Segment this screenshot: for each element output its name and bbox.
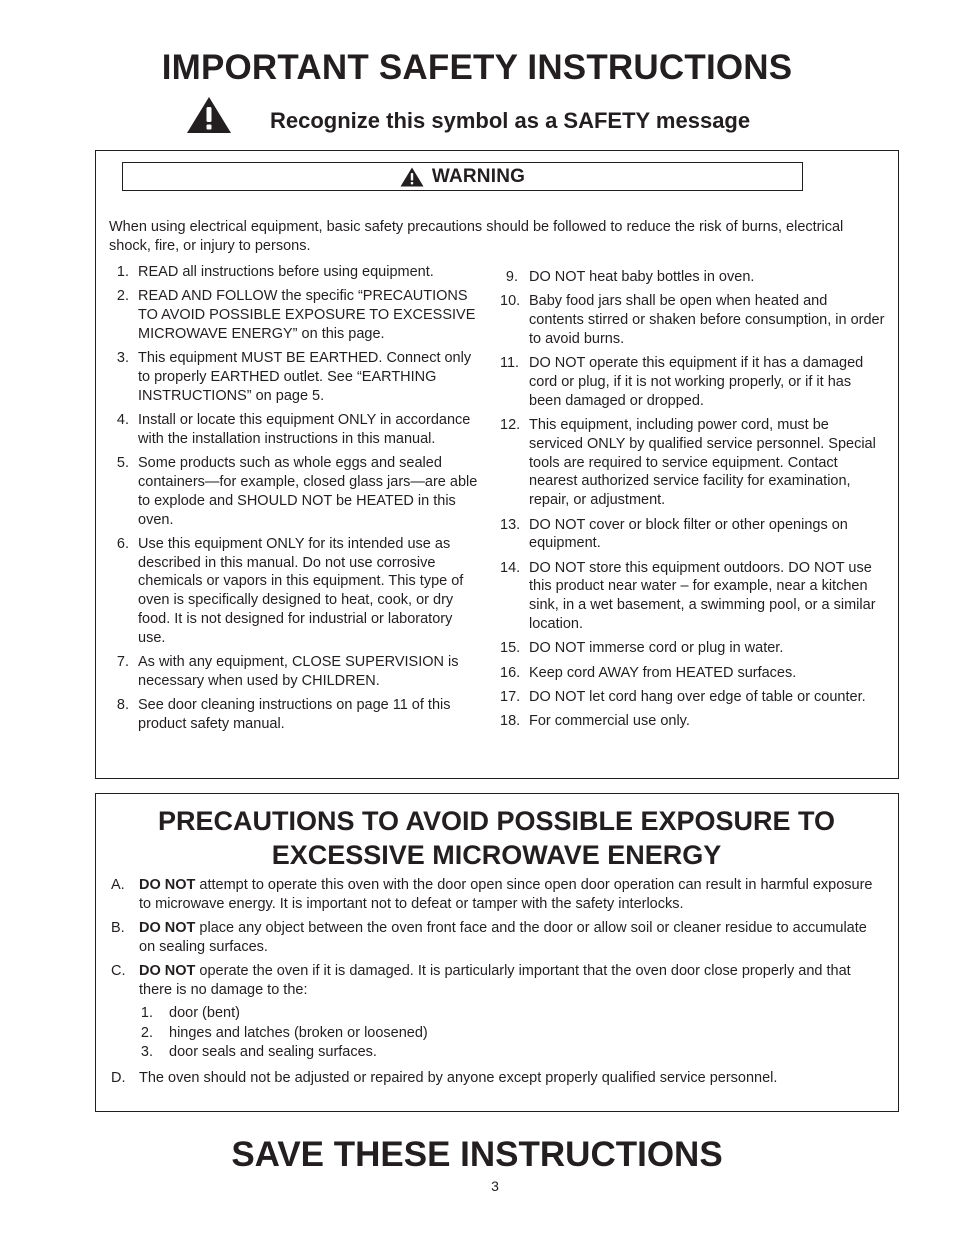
list-item: 15. DO NOT immerse cord or plug in water. — [500, 640, 784, 657]
list-item: 18. For commercial use only. — [500, 713, 690, 730]
warning-box — [95, 150, 899, 779]
list-item: B. DO NOT place any object between the oven front face and the door or allow soil or cleaner residue to accumulate on sealing surfaces. — [111, 920, 867, 955]
list-item: 2. hinges and latches (broken or loosened) — [140, 1024, 428, 1041]
list-item: 9. DO NOT heat baby bottles in oven. — [505, 269, 755, 285]
precautions-title: PRECAUTIONS TO AVOID POSSIBLE EXPOSURE TO EXCESSIVE MICROWAVE ENERGY — [157, 806, 836, 870]
list-item: 5. Some products such as whole eggs and sealed containers—for example, closed glass jars—are able to explode and SHOULD NOT be HEATED in this oven. — [116, 455, 478, 528]
save-instructions-title: SAVE THESE INSTRUCTIONS — [231, 1135, 723, 1174]
list-item: 16. Keep cord AWAY from HEATED surfaces. — [500, 664, 797, 681]
list-item: 3. door seals and sealing surfaces. — [140, 1044, 377, 1060]
warning-triangle-icon — [186, 96, 232, 134]
list-item: C. DO NOT operate the oven if it is damaged. It is particularly important that the oven door close properly and that there is no damage to the: 1. door (bent) 2. hinges and latches (broken or loosened) 3. door seals and sealing surfaces. — [111, 962, 881, 1063]
warning-label: WARNING — [431, 165, 526, 187]
list-item: 12. This equipment, including power cord, must be serviced ONLY by qualified service personnel. Special tools are required to service equipment. Contact nearest authorized service facility for examination, repair, or adjustment. — [500, 417, 876, 509]
list-item: 7. As with any equipment, CLOSE SUPERVISION is necessary when used by CHILDREN. — [116, 654, 459, 689]
warning-triangle-icon — [400, 167, 424, 187]
page-number: 3 — [491, 1178, 499, 1194]
list-item: 1. door (bent) — [140, 1005, 240, 1021]
instructions-column-left — [109, 263, 479, 739]
page-title: IMPORTANT SAFETY INSTRUCTIONS — [161, 48, 793, 87]
safety-message: Recognize this symbol as a SAFETY message — [270, 108, 751, 133]
list-item: 17. DO NOT let cord hang over edge of table or counter. — [500, 688, 866, 705]
precautions-list — [111, 876, 881, 1093]
list-item: 13. DO NOT cover or block filter or other openings on equipment. — [500, 516, 848, 552]
list-item: 11. DO NOT operate this equipment if it has a damaged cord or plug, if it is not working properly, or if it has been damaged or dropped. — [500, 355, 864, 409]
intro-text: When using electrical equipment, basic safety precautions should be followed to reduce the risk of burns, electrical shock, fire, or injury to persons. — [109, 219, 844, 254]
warning-bar — [122, 162, 803, 191]
list-item: 14. DO NOT store this equipment outdoors. DO NOT use this product near water – for example, near a kitchen sink, in a wet basement, a swimming pool, or a similar location. — [500, 559, 876, 633]
list-item: 6. Use this equipment ONLY for its intended use as described in this manual. Do not use corrosive chemicals or vapors in this equipment. This type of oven is specifically designed to heat, cook, or dry food. It is not designed for industrial or laboratory use. — [116, 535, 464, 646]
list-item: 8. See door cleaning instructions on page 11 of this product safety manual. — [116, 697, 451, 733]
instructions-column-right — [500, 268, 885, 737]
precautions-box — [95, 793, 899, 1112]
list-item: 10. Baby food jars shall be open when heated and contents stirred or shaken before consumption, in order to avoid burns. — [500, 293, 885, 347]
list-item: D. The oven should not be adjusted or repaired by anyone except properly qualified service personnel. — [111, 1069, 778, 1086]
list-item: 4. Install or locate this equipment ONLY in accordance with the installation instructions in this manual. — [116, 412, 471, 447]
list-item: 1. READ all instructions before using equipment. — [116, 264, 434, 280]
safety-symbol-row — [186, 96, 886, 134]
damage-sublist — [139, 1004, 881, 1063]
list-item: 3. This equipment MUST BE EARTHED. Connect only to properly EARTHED outlet. See “EARTHING INSTRUCTIONS” on page 5. — [116, 350, 472, 404]
list-item: 2. READ AND FOLLOW the specific “PRECAUTIONS TO AVOID POSSIBLE EXPOSURE TO EXCESSIVE MICROWAVE ENERGY” on this page. — [116, 288, 476, 342]
list-item: A. DO NOT attempt to operate this oven with the door open since open door operation can result in harmful exposure to microwave energy. It is important not to defeat or tamper with the safety interlocks. — [111, 877, 873, 912]
